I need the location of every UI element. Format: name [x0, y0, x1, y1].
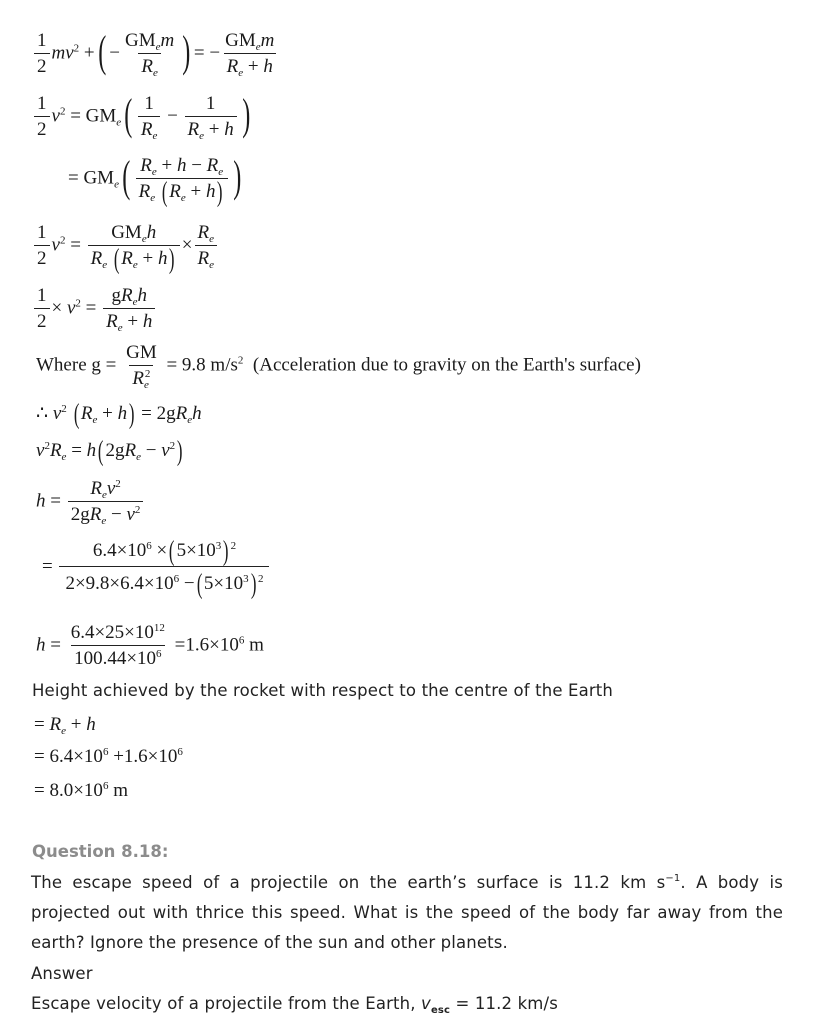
- equation-therefore: ∴ $v^2$ $(R_e + h) = 2gR_eh$: [36, 398, 202, 430]
- height-eq-2: = $6.4\times 10^6 +1.6\times 10^6$: [34, 746, 183, 767]
- equation-rearranged: $v^2R_e = h(2gR_e - v^2)$: [36, 435, 183, 467]
- question-line-1: The escape speed of a projectile on the earth’s surface is 11.2 km $s^{-1}$. A body is: [31, 873, 783, 892]
- equation-substitution: $\frac{1}{2}$ $v^2$ = $\frac{GM_eh}{R_e (R_e + h)}$ × $\frac{R_e}{R_e}$: [32, 222, 219, 270]
- equation-h-result: h = $\frac{6.4\times 25\times 10^{12}}{100.44\times 10^6}$ $=1.6\times 10^6$ m: [36, 622, 264, 669]
- answer-label: Answer: [31, 964, 93, 983]
- equation-energy-conservation: $\frac{1}{2}$ $mv^2$ +( − $\frac{GM_em}{R_e}$ ) = − $\frac{GM_em}{R_e + h}$: [32, 30, 279, 78]
- equation-numeric-substitution: = $\frac{6.4\times 10^6 \times(5\times 10^3) ^2}{2\times 9.8\times 6.4\times 10^6 -(5\times 10^3) ^2}$: [42, 540, 271, 595]
- equation-half-v-squared: $\frac{1}{2}$ $v^2 = GM_e$( $\frac{1}{R_e}$ − $\frac{1}{R_e + h}$ ): [32, 93, 253, 141]
- answer-line: Escape velocity of a projectile from the Earth, $v_{esc} = 11.2$ km/s: [31, 994, 558, 1016]
- height-statement: Height achieved by the rocket with respect to the centre of the Earth: [32, 681, 614, 700]
- equation-h-formula: h = $\frac{R_ev^2}{2gR_e - v^2}$: [36, 478, 145, 526]
- equation-with-g: $\frac{1}{2}$ × $v^2$ = $\frac{gR_eh}{R_e + h}$: [32, 285, 157, 333]
- height-eq-3: = $8.0\times 10^6$ m: [34, 780, 128, 801]
- question-line-2: projected out with thrice this speed. What is the speed of the body far away from the: [31, 903, 783, 922]
- height-eq-1: = $R_e + h$: [34, 714, 96, 737]
- equation-simplified: = $GM_e$( $\frac{R_e + h - R_e}{R_e (R_e + h)}$ ): [68, 152, 242, 208]
- question-line-3: earth? Ignore the presence of the sun and other planets.: [31, 933, 508, 952]
- gravity-definition: Where g = $\frac{GM}{R_e^2}$ = 9.8 $m/s^2$ (Acceleration due to gravity on the Earth's surface): [36, 342, 641, 391]
- question-heading: Question 8.18:: [32, 842, 169, 861]
